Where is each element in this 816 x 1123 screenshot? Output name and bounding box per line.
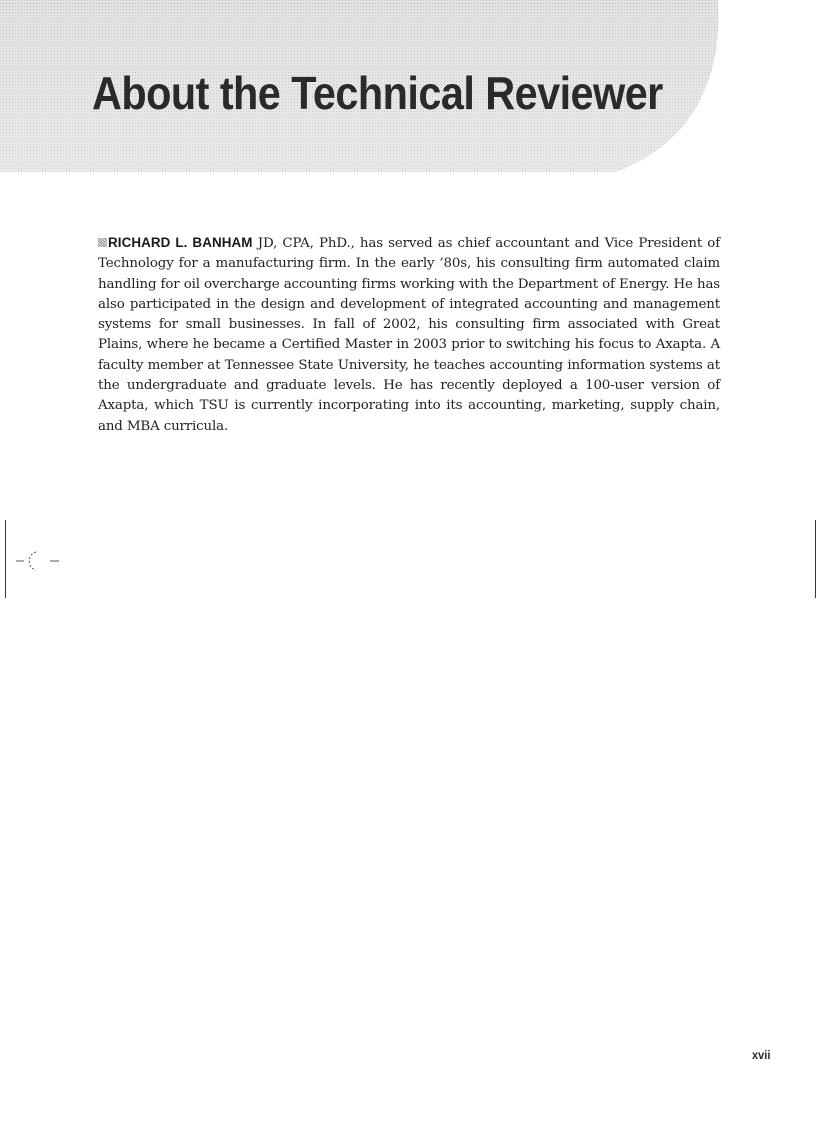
bio-marker-icon [98, 238, 107, 247]
page-title: About the Technical Reviewer [92, 67, 663, 119]
reviewer-name: RICHARD L. BANHAM [108, 235, 253, 250]
crop-mark-icon [16, 548, 62, 574]
bio-text: JD, CPA, PhD., has served as chief accountant and Vice President of Technology for a manufacturing firm. In the early ’80s, his consulting firm automated claim handling for oil overcharge accounting firms working with the Department of Energy. He has also participated in the design and development of integrated accounting and management systems for small businesses. In fall of 2002, his consulting firm associated with Great Plains, where he became a Certified Master in 2003 prior to switching his focus to Axapta. A faculty member at Tennessee State University, he teaches accounting information systems at the undergraduate and graduate levels. He has recently deployed a 100-user version of Axapta, which TSU is currently incorporating into its accounting, marketing, supply chain, and MBA curricula. [98, 236, 720, 434]
page-number: xvii [752, 1048, 771, 1062]
reviewer-bio [98, 233, 720, 437]
left-margin-line [5, 520, 6, 598]
